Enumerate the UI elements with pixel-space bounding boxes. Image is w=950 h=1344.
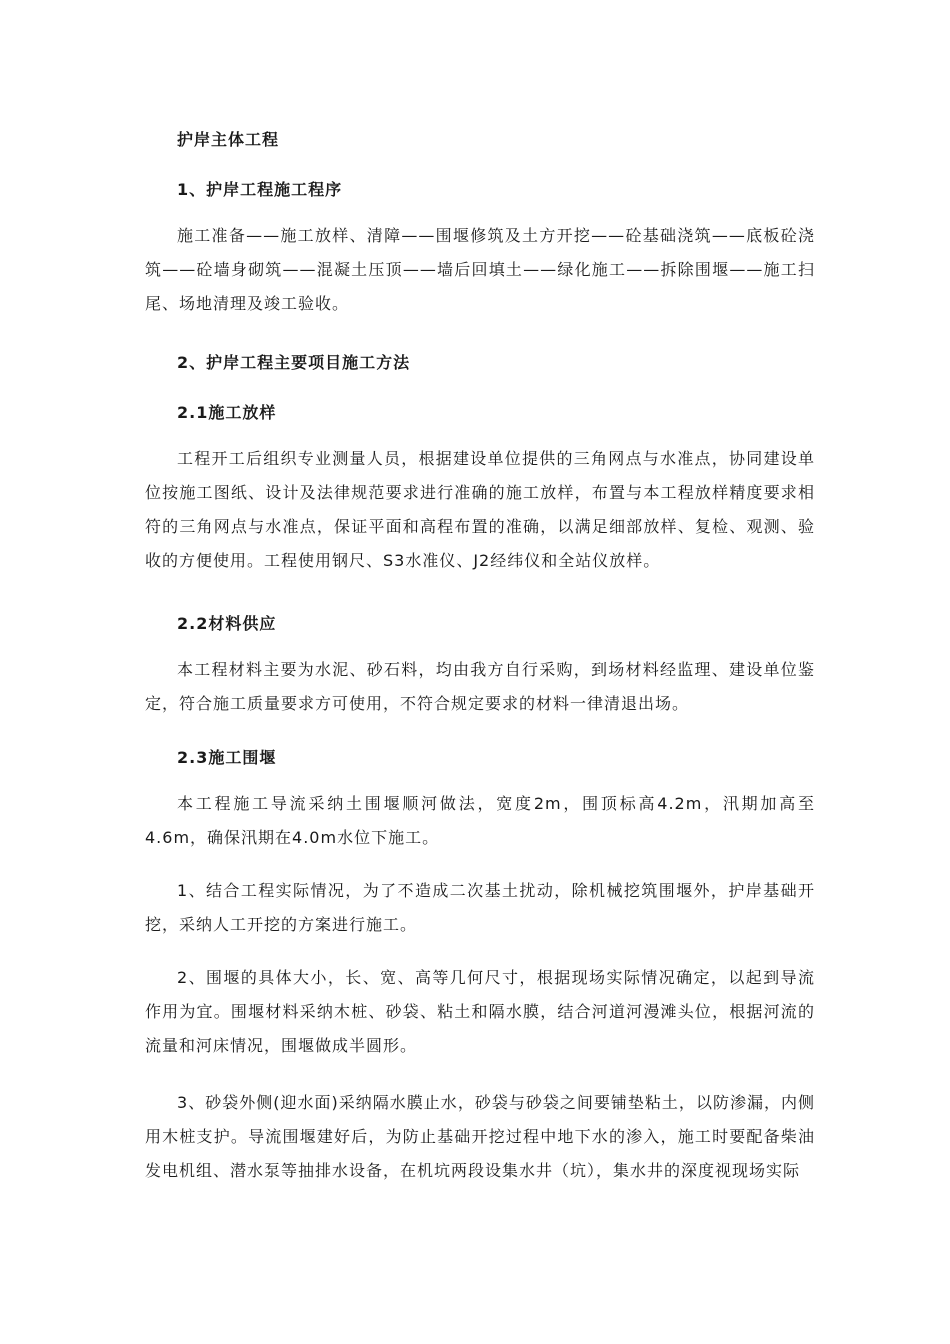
section-2-3-paragraph-2: 1、结合工程实际情况，为了不造成二次基土扰动，除机械挖筑围堰外，护岸基础开挖，采纳人工开挖的方案进行施工。 (145, 881, 815, 934)
section-2-1-paragraph: 工程开工后组织专业测量人员，根据建设单位提供的三角网点与水准点，协同建设单位按施工图纸、设计及法律规范要求进行准确的施工放样，布置与本工程放样精度要求相符的三角网点与水准点，保证平面和高程布置的准确，以满足细部放样、复检、观测、验收的方便使用。工程使用钢尺、S3水准仪、J2经纬仪和全站仪放样。 (145, 449, 815, 570)
document-title: 护岸主体工程 (177, 130, 280, 149)
section-2-1-heading: 2.1施工放样 (177, 403, 277, 422)
section-2-3-paragraph-3: 2、围堰的具体大小，长、宽、高等几何尺寸，根据现场实际情况确定，以起到导流作用为宜。围堰材料采纳木桩、砂袋、粘土和隔水膜，结合河道河漫滩头位，根据河流的流量和河床情况，围堰做成半圆形。 (145, 968, 815, 1055)
section-2-2-paragraph: 本工程材料主要为水泥、砂石料，均由我方自行采购，到场材料经监理、建设单位鉴定，符合施工质量要求方可使用，不符合规定要求的材料一律清退出场。 (145, 660, 815, 713)
section-2-3-paragraph-4: 3、砂袋外侧(迎水面)采纳隔水膜止水，砂袋与砂袋之间要铺垫粘土，以防渗漏，内侧用木桩支护。导流围堰建好后，为防止基础开挖过程中地下水的渗入，施工时要配备柴油发电机组、潜水泵等抽排水设备，在机坑两段设集水井（坑），集水井的深度视现场实际 (145, 1093, 815, 1180)
section-1-paragraph: 施工准备——施工放样、清障——围堰修筑及土方开挖——砼基础浇筑——底板砼浇筑——砼墙身砌筑——混凝土压顶——墙后回填土——绿化施工——拆除围堰——施工扫尾、场地清理及竣工验收。 (145, 226, 815, 313)
section-2-3-paragraph-1: 本工程施工导流采纳土围堰顺河做法，宽度2m，围顶标高4.2m，汛期加高至4.6m，确保汛期在4.0m水位下施工。 (145, 794, 815, 847)
section-2-2-heading: 2.2材料供应 (177, 614, 277, 633)
section-2-3-heading: 2.3施工围堰 (177, 748, 277, 767)
section-2-heading: 2、护岸工程主要项目施工方法 (177, 353, 411, 372)
section-1-heading: 1、护岸工程施工程序 (177, 180, 343, 199)
